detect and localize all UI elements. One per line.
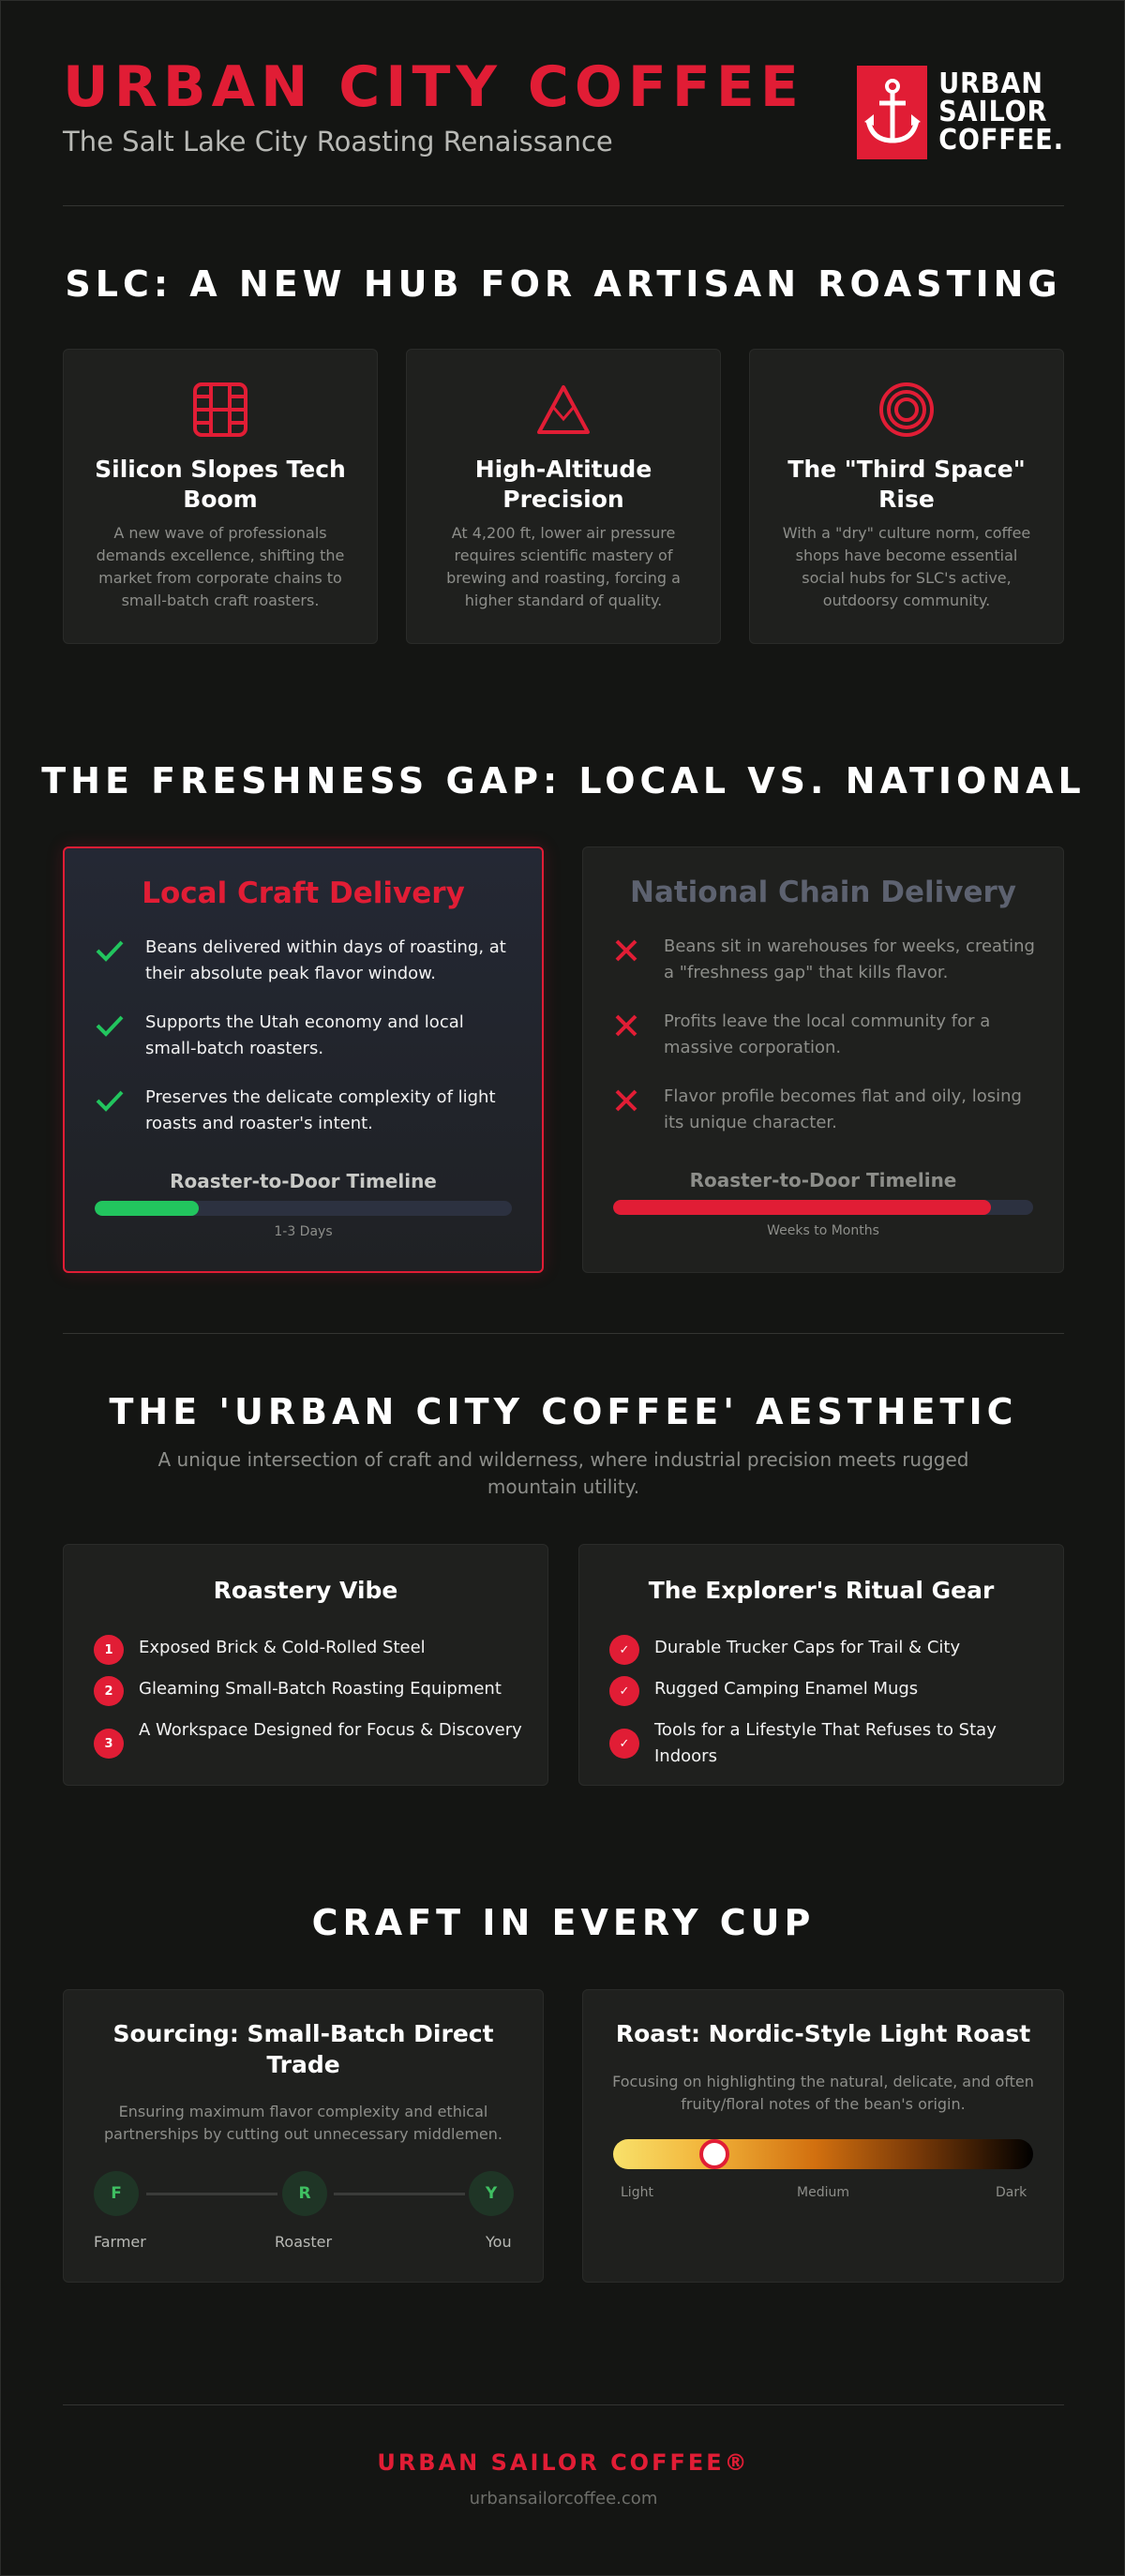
national-point-text: Profits leave the local community for a massive corporation.	[664, 1011, 991, 1057]
hub-card-text: At 4,200 ft, lower air pressure requires scientific mastery of brewing and roasting, forcing a higher standard of quality.	[446, 524, 681, 609]
target-icon	[750, 382, 1063, 438]
hub-card-title: High-Altitude Precision	[474, 456, 652, 513]
sourcing-title: Sourcing: Small-Batch Direct Trade	[112, 2020, 494, 2078]
gear-item	[609, 1635, 1041, 1665]
hub-heading: SLC: A NEW HUB FOR ARTISAN ROASTING	[65, 263, 1062, 305]
logo-line: SAILOR	[938, 96, 1048, 128]
farmer-node: F	[94, 2171, 139, 2216]
roaster-label: Roaster	[275, 2233, 333, 2251]
national-point	[613, 1084, 1037, 1136]
hub-card-tech	[63, 349, 378, 644]
vibe-item	[94, 1635, 525, 1665]
explorer-gear-title: The Explorer's Ritual Gear	[648, 1577, 995, 1604]
roastery-vibe-card	[63, 1544, 548, 1786]
national-timeline-fill	[613, 1200, 991, 1215]
you-label: You	[486, 2233, 512, 2251]
header-divider	[63, 205, 1064, 206]
mountain-icon	[407, 382, 720, 438]
local-point-text: Beans delivered within days of roasting, at their absolute peak flavor window.	[145, 937, 506, 983]
hub-card-text: With a "dry" culture norm, coffee shops have become essential social hubs for SLC's active, outdoorsy community.	[782, 524, 1031, 609]
national-point-text: Beans sit in warehouses for weeks, creating a "freshness gap" that kills flavor.	[664, 936, 1035, 982]
local-delivery-card	[63, 846, 544, 1273]
roast-title: Roast: Nordic-Style Light Roast	[615, 2020, 1031, 2047]
section-divider	[63, 1333, 1064, 1334]
hub-card-title: The "Third Space" Rise	[788, 456, 1026, 513]
page-subtitle: The Salt Lake City Roasting Renaissance	[63, 126, 613, 157]
trade-connector	[334, 2193, 465, 2195]
roast-label-light: Light	[621, 2185, 653, 2200]
vibe-item-text: Exposed Brick & Cold-Rolled Steel	[139, 1638, 426, 1657]
gear-item	[609, 1676, 1041, 1706]
hub-card-text: A new wave of professionals demands excellence, shifting the market from corporate chains to small-batch craft roasters.	[96, 524, 345, 609]
footer-divider	[63, 2404, 1064, 2405]
number-badge: 1	[94, 1635, 124, 1665]
national-delivery-title: National Chain Delivery	[630, 876, 1016, 909]
number-badge: 3	[94, 1729, 124, 1759]
local-point-text: Preserves the delicate complexity of light roasts and roaster's intent.	[145, 1087, 496, 1133]
national-delivery-card	[582, 846, 1064, 1273]
roast-level-bar	[613, 2139, 1033, 2169]
roast-label-dark: Dark	[996, 2185, 1028, 2200]
check-badge-icon: ✓	[609, 1635, 639, 1665]
aesthetic-description: A unique intersection of craft and wilderness, where industrial precision meets rugged mountain utility.	[158, 1448, 969, 1498]
local-timeline-bar	[95, 1201, 512, 1216]
roast-label-medium: Medium	[797, 2185, 849, 2200]
hub-card-third-space	[749, 349, 1064, 644]
you-node: Y	[469, 2171, 514, 2216]
national-timeline-label: Roaster-to-Door Timeline	[689, 1169, 957, 1191]
x-icon	[613, 1009, 664, 1042]
roastery-vibe-title: Roastery Vibe	[213, 1577, 398, 1604]
footer-brand: URBAN SAILOR COFFEE®	[377, 2449, 750, 2476]
film-grid-icon	[64, 382, 377, 438]
freshness-heading: THE FRESHNESS GAP: LOCAL VS. NATIONAL	[41, 760, 1086, 801]
local-timeline-label: Roaster-to-Door Timeline	[170, 1170, 437, 1192]
x-icon	[613, 934, 664, 967]
local-timeline-fill	[95, 1201, 199, 1216]
vibe-item-text: Gleaming Small-Batch Roasting Equipment	[139, 1679, 502, 1699]
logo-line: COFFEE.	[938, 124, 1064, 157]
local-point	[95, 1010, 516, 1062]
local-delivery-title: Local Craft Delivery	[142, 876, 465, 910]
gear-item-text: Durable Trucker Caps for Trail & City	[654, 1638, 961, 1657]
national-point-text: Flavor profile becomes flat and oily, losing its unique character.	[664, 1086, 1022, 1132]
national-point	[613, 1009, 1037, 1061]
aesthetic-heading: THE 'URBAN CITY COFFEE' AESTHETIC	[109, 1391, 1018, 1432]
roast-card	[582, 1989, 1064, 2283]
sourcing-card	[63, 1989, 544, 2283]
roaster-node: R	[282, 2171, 327, 2216]
check-badge-icon: ✓	[609, 1676, 639, 1706]
x-icon	[613, 1084, 664, 1117]
local-timeline-range: 1-3 Days	[274, 1224, 333, 1239]
hub-card-altitude	[406, 349, 721, 644]
trade-connector	[146, 2193, 278, 2195]
brand-logo	[857, 65, 1064, 160]
local-point	[95, 1085, 516, 1137]
national-timeline-bar	[613, 1200, 1033, 1215]
check-icon	[95, 1010, 145, 1041]
gear-item-text: Rugged Camping Enamel Mugs	[654, 1679, 919, 1699]
check-icon	[95, 1085, 145, 1116]
vibe-item	[94, 1717, 525, 1759]
sourcing-text: Ensuring maximum flavor complexity and ethical partnerships by cutting out unnecessary middlemen.	[104, 2103, 502, 2143]
gear-item-text: Tools for a Lifestyle That Refuses to Stay Indoors	[654, 1720, 997, 1766]
logo-wordmark	[938, 67, 1064, 157]
anchor-icon	[857, 66, 927, 159]
roast-level-marker	[699, 2139, 729, 2169]
logo-line: URBAN	[938, 67, 1043, 100]
farmer-label: Farmer	[94, 2233, 146, 2251]
craft-heading: CRAFT IN EVERY CUP	[311, 1902, 816, 1943]
check-icon	[95, 935, 145, 966]
local-point-text: Supports the Utah economy and local small-batch roasters.	[145, 1012, 464, 1058]
local-point	[95, 935, 516, 987]
roast-text: Focusing on highlighting the natural, delicate, and often fruity/floral notes of the bean's origin.	[612, 2073, 1034, 2113]
explorer-gear-card	[578, 1544, 1064, 1786]
vibe-item-text: A Workspace Designed for Focus & Discovery	[139, 1720, 522, 1740]
number-badge: 2	[94, 1676, 124, 1706]
vibe-item	[94, 1676, 525, 1706]
check-badge-icon: ✓	[609, 1729, 639, 1759]
footer-url[interactable]: urbansailorcoffee.com	[469, 2489, 658, 2509]
gear-item	[609, 1717, 1041, 1770]
national-point	[613, 934, 1037, 986]
hub-card-title: Silicon Slopes Tech Boom	[95, 456, 346, 513]
page-title: URBAN CITY COFFEE	[63, 54, 804, 120]
national-timeline-range: Weeks to Months	[767, 1223, 879, 1238]
